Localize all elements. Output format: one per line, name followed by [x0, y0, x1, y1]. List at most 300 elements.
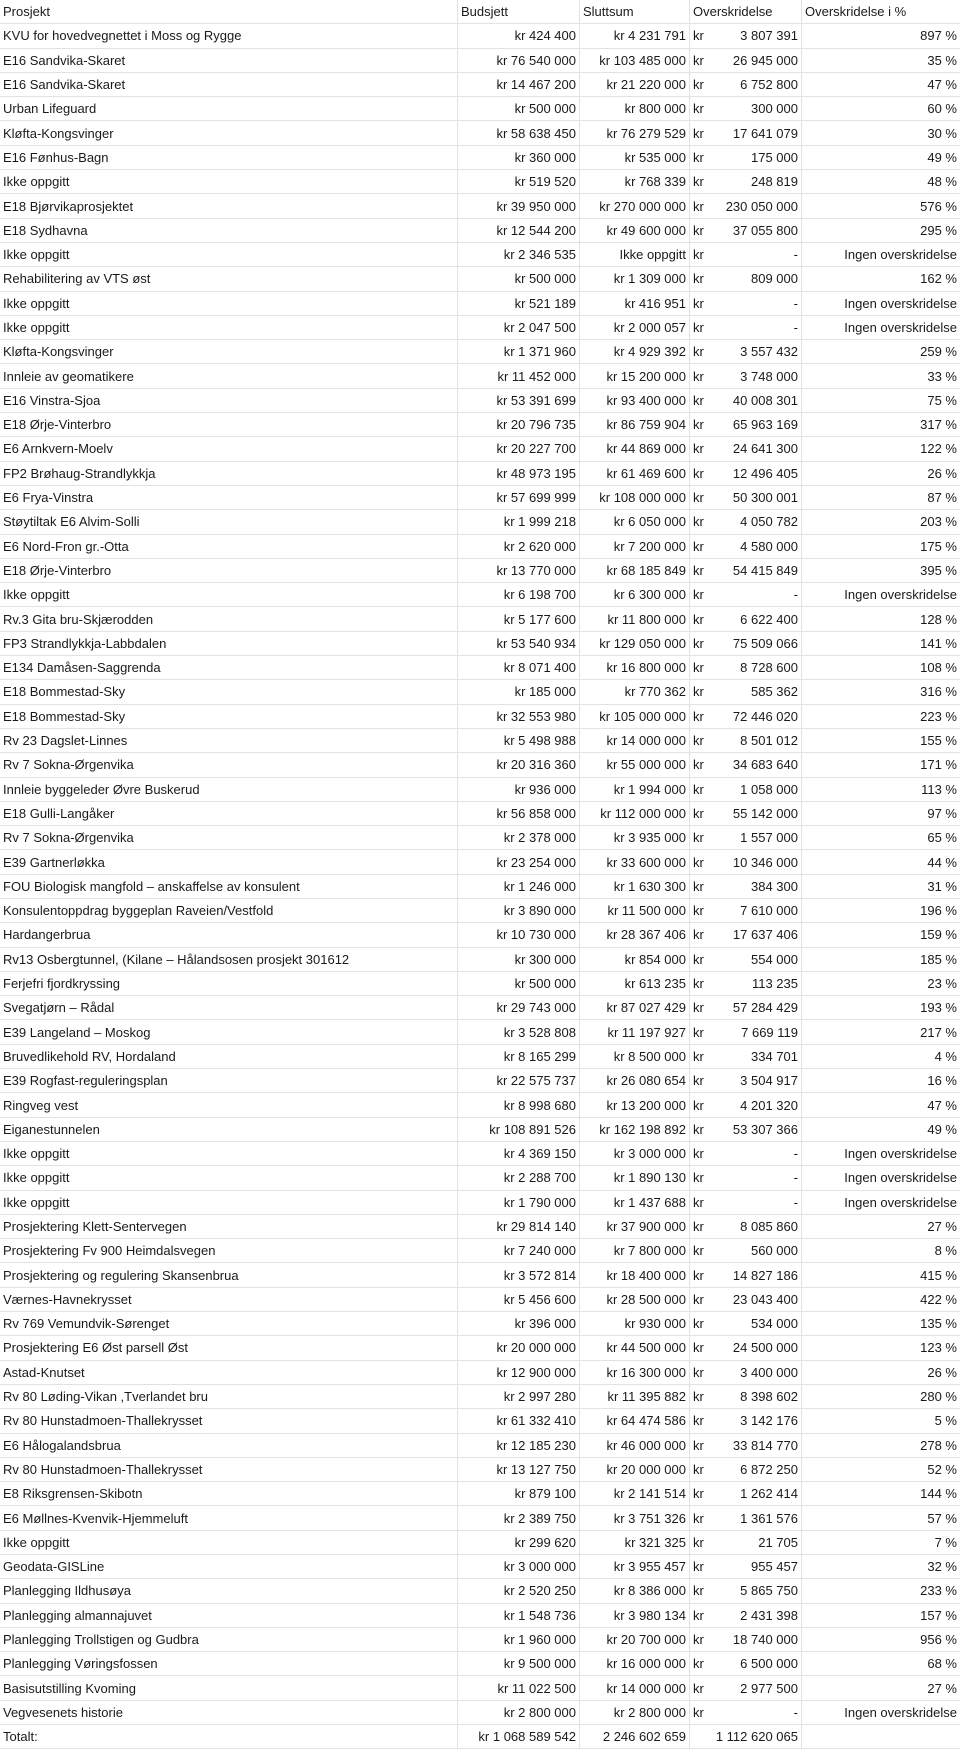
cell-budget[interactable]: kr 53 540 934: [458, 632, 580, 656]
cell-budget[interactable]: kr 521 189: [458, 292, 580, 316]
cell-overrun[interactable]: [690, 1434, 802, 1458]
cell-overrun[interactable]: [690, 1506, 802, 1530]
cell-overrun[interactable]: [690, 267, 802, 291]
cell-budget[interactable]: kr 29 814 140: [458, 1215, 580, 1239]
cell-final[interactable]: kr 68 185 849: [580, 559, 690, 583]
total-pct[interactable]: [802, 1725, 960, 1749]
cell-project[interactable]: FP3 Strandlykkja-Labbdalen: [0, 632, 458, 656]
cell-budget[interactable]: kr 22 575 737: [458, 1069, 580, 1093]
cell-overrun-pct[interactable]: 422 %: [802, 1288, 960, 1312]
cell-budget[interactable]: kr 1 371 960: [458, 340, 580, 364]
cell-final[interactable]: kr 44 500 000: [580, 1336, 690, 1360]
cell-overrun-pct[interactable]: 31 %: [802, 875, 960, 899]
cell-overrun-pct[interactable]: 162 %: [802, 267, 960, 291]
cell-overrun-pct[interactable]: 8 %: [802, 1239, 960, 1263]
cell-overrun-pct[interactable]: 44 %: [802, 850, 960, 874]
cell-overrun-pct[interactable]: 415 %: [802, 1263, 960, 1287]
cell-overrun[interactable]: [690, 656, 802, 680]
cell-final[interactable]: kr 6 050 000: [580, 510, 690, 534]
cell-project[interactable]: Astad-Knutset: [0, 1361, 458, 1385]
cell-overrun-pct[interactable]: 49 %: [802, 1118, 960, 1142]
cell-budget[interactable]: kr 14 467 200: [458, 73, 580, 97]
cell-overrun[interactable]: [690, 292, 802, 316]
cell-overrun[interactable]: [690, 850, 802, 874]
cell-project[interactable]: Planlegging Ildhusøya: [0, 1579, 458, 1603]
cell-project[interactable]: Rv 7 Sokna-Ørgenvika: [0, 826, 458, 850]
cell-final[interactable]: kr 93 400 000: [580, 389, 690, 413]
cell-project[interactable]: E18 Bommestad-Sky: [0, 680, 458, 704]
cell-budget[interactable]: kr 20 796 735: [458, 413, 580, 437]
cell-project[interactable]: Ikke oppgitt: [0, 243, 458, 267]
cell-overrun-pct[interactable]: 97 %: [802, 802, 960, 826]
cell-final[interactable]: kr 16 800 000: [580, 656, 690, 680]
cell-final[interactable]: kr 930 000: [580, 1312, 690, 1336]
cell-overrun[interactable]: [690, 705, 802, 729]
cell-final[interactable]: kr 768 339: [580, 170, 690, 194]
cell-project[interactable]: Ikke oppgitt: [0, 170, 458, 194]
cell-overrun[interactable]: [690, 729, 802, 753]
cell-project[interactable]: Rv 23 Dagslet-Linnes: [0, 729, 458, 753]
cell-overrun[interactable]: [690, 1458, 802, 1482]
cell-project[interactable]: Ikke oppgitt: [0, 1191, 458, 1215]
cell-project[interactable]: E134 Damåsen-Saggrenda: [0, 656, 458, 680]
cell-budget[interactable]: kr 3 572 814: [458, 1263, 580, 1287]
cell-project[interactable]: Rv 7 Sokna-Ørgenvika: [0, 753, 458, 777]
cell-budget[interactable]: kr 1 960 000: [458, 1628, 580, 1652]
cell-project[interactable]: Ikke oppgitt: [0, 1166, 458, 1190]
cell-budget[interactable]: kr 76 540 000: [458, 49, 580, 73]
cell-budget[interactable]: kr 11 022 500: [458, 1676, 580, 1700]
cell-overrun-pct[interactable]: 47 %: [802, 73, 960, 97]
cell-budget[interactable]: kr 2 520 250: [458, 1579, 580, 1603]
cell-budget[interactable]: kr 108 891 526: [458, 1118, 580, 1142]
cell-final[interactable]: kr 11 800 000: [580, 607, 690, 631]
cell-budget[interactable]: kr 32 553 980: [458, 705, 580, 729]
cell-final[interactable]: kr 3 980 134: [580, 1604, 690, 1628]
cell-overrun-pct[interactable]: 113 %: [802, 778, 960, 802]
cell-project[interactable]: Urban Lifeguard: [0, 97, 458, 121]
cell-project[interactable]: Rv.3 Gita bru-Skjærodden: [0, 607, 458, 631]
cell-budget[interactable]: kr 2 378 000: [458, 826, 580, 850]
cell-project[interactable]: Ringveg vest: [0, 1093, 458, 1117]
cell-overrun-pct[interactable]: 30 %: [802, 121, 960, 145]
cell-final[interactable]: kr 11 395 882: [580, 1385, 690, 1409]
cell-final[interactable]: kr 21 220 000: [580, 73, 690, 97]
cell-overrun[interactable]: [690, 316, 802, 340]
cell-overrun[interactable]: [690, 1409, 802, 1433]
cell-final[interactable]: kr 2 141 514: [580, 1482, 690, 1506]
cell-overrun[interactable]: [690, 996, 802, 1020]
cell-project[interactable]: E6 Møllnes-Kvenvik-Hjemmeluft: [0, 1506, 458, 1530]
cell-budget[interactable]: kr 23 254 000: [458, 850, 580, 874]
cell-overrun[interactable]: [690, 97, 802, 121]
cell-project[interactable]: Innleie byggeleder Øvre Buskerud: [0, 778, 458, 802]
cell-budget[interactable]: kr 29 743 000: [458, 996, 580, 1020]
cell-overrun-pct[interactable]: 128 %: [802, 607, 960, 631]
cell-project[interactable]: Ikke oppgitt: [0, 583, 458, 607]
cell-final[interactable]: kr 11 500 000: [580, 899, 690, 923]
cell-budget[interactable]: kr 12 544 200: [458, 219, 580, 243]
cell-overrun-pct[interactable]: 68 %: [802, 1652, 960, 1676]
header-budget[interactable]: Budsjett: [458, 0, 580, 24]
cell-final[interactable]: kr 87 027 429: [580, 996, 690, 1020]
cell-overrun-pct[interactable]: 122 %: [802, 437, 960, 461]
cell-final[interactable]: kr 3 000 000: [580, 1142, 690, 1166]
header-project[interactable]: Prosjekt: [0, 0, 458, 24]
cell-overrun[interactable]: [690, 364, 802, 388]
cell-final[interactable]: kr 37 900 000: [580, 1215, 690, 1239]
cell-overrun-pct[interactable]: 135 %: [802, 1312, 960, 1336]
cell-final[interactable]: kr 1 437 688: [580, 1191, 690, 1215]
cell-budget[interactable]: kr 8 071 400: [458, 656, 580, 680]
cell-project[interactable]: Kløfta-Kongsvinger: [0, 121, 458, 145]
cell-final[interactable]: kr 162 198 892: [580, 1118, 690, 1142]
cell-budget[interactable]: kr 3 528 808: [458, 1020, 580, 1044]
cell-budget[interactable]: kr 500 000: [458, 97, 580, 121]
cell-project[interactable]: E39 Langeland – Moskog: [0, 1020, 458, 1044]
cell-overrun-pct[interactable]: 155 %: [802, 729, 960, 753]
cell-final[interactable]: kr 8 500 000: [580, 1045, 690, 1069]
cell-project[interactable]: Støytiltak E6 Alvim-Solli: [0, 510, 458, 534]
cell-overrun-pct[interactable]: 576 %: [802, 194, 960, 218]
cell-budget[interactable]: kr 2 389 750: [458, 1506, 580, 1530]
cell-overrun[interactable]: [690, 340, 802, 364]
cell-overrun-pct[interactable]: 193 %: [802, 996, 960, 1020]
cell-project[interactable]: Eiganestunnelen: [0, 1118, 458, 1142]
cell-budget[interactable]: kr 58 638 450: [458, 121, 580, 145]
cell-final[interactable]: kr 15 200 000: [580, 364, 690, 388]
cell-final[interactable]: kr 105 000 000: [580, 705, 690, 729]
cell-overrun[interactable]: [690, 1555, 802, 1579]
cell-final[interactable]: kr 44 869 000: [580, 437, 690, 461]
cell-overrun[interactable]: [690, 1701, 802, 1725]
cell-overrun-pct[interactable]: 7 %: [802, 1531, 960, 1555]
cell-overrun[interactable]: [690, 1652, 802, 1676]
cell-overrun[interactable]: [690, 243, 802, 267]
cell-final[interactable]: kr 86 759 904: [580, 413, 690, 437]
cell-overrun[interactable]: [690, 1482, 802, 1506]
cell-final[interactable]: kr 7 200 000: [580, 535, 690, 559]
cell-final[interactable]: kr 33 600 000: [580, 850, 690, 874]
cell-final[interactable]: kr 4 231 791: [580, 24, 690, 48]
cell-project[interactable]: E6 Arnkvern-Moelv: [0, 437, 458, 461]
cell-project[interactable]: Prosjektering Klett-Sentervegen: [0, 1215, 458, 1239]
cell-overrun-pct[interactable]: Ingen overskridelse: [802, 1166, 960, 1190]
cell-final[interactable]: kr 26 080 654: [580, 1069, 690, 1093]
cell-project[interactable]: E18 Gulli-Langåker: [0, 802, 458, 826]
cell-project[interactable]: E6 Nord-Fron gr.-Otta: [0, 535, 458, 559]
cell-overrun-pct[interactable]: 175 %: [802, 535, 960, 559]
cell-overrun-pct[interactable]: Ingen overskridelse: [802, 243, 960, 267]
cell-project[interactable]: FP2 Brøhaug-Strandlykkja: [0, 462, 458, 486]
cell-final[interactable]: kr 7 800 000: [580, 1239, 690, 1263]
cell-project[interactable]: E39 Gartnerløkka: [0, 850, 458, 874]
cell-final[interactable]: kr 14 000 000: [580, 729, 690, 753]
cell-overrun-pct[interactable]: 27 %: [802, 1676, 960, 1700]
cell-project[interactable]: Ikke oppgitt: [0, 316, 458, 340]
cell-overrun[interactable]: [690, 923, 802, 947]
cell-overrun[interactable]: [690, 24, 802, 48]
cell-project[interactable]: Rv13 Osbergtunnel, (Kilane – Hålandsosen prosjekt 301612: [0, 948, 458, 972]
header-final[interactable]: Sluttsum: [580, 0, 690, 24]
cell-budget[interactable]: kr 61 332 410: [458, 1409, 580, 1433]
cell-final[interactable]: Ikke oppgitt: [580, 243, 690, 267]
cell-final[interactable]: kr 1 994 000: [580, 778, 690, 802]
cell-budget[interactable]: kr 519 520: [458, 170, 580, 194]
cell-overrun[interactable]: [690, 1361, 802, 1385]
cell-overrun-pct[interactable]: 141 %: [802, 632, 960, 656]
cell-budget[interactable]: kr 2 997 280: [458, 1385, 580, 1409]
cell-final[interactable]: kr 112 000 000: [580, 802, 690, 826]
cell-overrun-pct[interactable]: 217 %: [802, 1020, 960, 1044]
cell-project[interactable]: Rv 80 Løding-Vikan ,Tverlandet bru: [0, 1385, 458, 1409]
cell-project[interactable]: E39 Rogfast-reguleringsplan: [0, 1069, 458, 1093]
cell-budget[interactable]: kr 20 000 000: [458, 1336, 580, 1360]
cell-overrun[interactable]: [690, 1191, 802, 1215]
cell-overrun-pct[interactable]: 35 %: [802, 49, 960, 73]
cell-budget[interactable]: kr 936 000: [458, 778, 580, 802]
cell-budget[interactable]: kr 13 770 000: [458, 559, 580, 583]
cell-overrun[interactable]: [690, 1531, 802, 1555]
cell-overrun[interactable]: [690, 1288, 802, 1312]
cell-overrun-pct[interactable]: 196 %: [802, 899, 960, 923]
cell-budget[interactable]: kr 8 165 299: [458, 1045, 580, 1069]
cell-overrun-pct[interactable]: 159 %: [802, 923, 960, 947]
total-overrun[interactable]: [690, 1725, 802, 1749]
cell-overrun[interactable]: [690, 1142, 802, 1166]
cell-overrun-pct[interactable]: 157 %: [802, 1604, 960, 1628]
cell-overrun[interactable]: [690, 607, 802, 631]
cell-budget[interactable]: kr 8 998 680: [458, 1093, 580, 1117]
cell-overrun[interactable]: [690, 778, 802, 802]
cell-budget[interactable]: kr 300 000: [458, 948, 580, 972]
cell-final[interactable]: kr 3 935 000: [580, 826, 690, 850]
cell-overrun[interactable]: [690, 1336, 802, 1360]
cell-budget[interactable]: kr 12 185 230: [458, 1434, 580, 1458]
cell-overrun-pct[interactable]: 203 %: [802, 510, 960, 534]
cell-budget[interactable]: kr 20 227 700: [458, 437, 580, 461]
cell-project[interactable]: E6 Hålogalandsbrua: [0, 1434, 458, 1458]
cell-budget[interactable]: kr 2 620 000: [458, 535, 580, 559]
cell-final[interactable]: kr 103 485 000: [580, 49, 690, 73]
cell-overrun[interactable]: [690, 802, 802, 826]
cell-overrun[interactable]: [690, 1579, 802, 1603]
cell-project[interactable]: Ferjefri fjordkryssing: [0, 972, 458, 996]
cell-overrun-pct[interactable]: 185 %: [802, 948, 960, 972]
cell-project[interactable]: Planlegging Vøringsfossen: [0, 1652, 458, 1676]
cell-budget[interactable]: kr 1 246 000: [458, 875, 580, 899]
cell-overrun[interactable]: [690, 170, 802, 194]
cell-project[interactable]: Planlegging Trollstigen og Gudbra: [0, 1628, 458, 1652]
cell-final[interactable]: kr 108 000 000: [580, 486, 690, 510]
cell-overrun-pct[interactable]: 49 %: [802, 146, 960, 170]
cell-budget[interactable]: kr 6 198 700: [458, 583, 580, 607]
cell-final[interactable]: kr 3 955 457: [580, 1555, 690, 1579]
cell-overrun[interactable]: [690, 1166, 802, 1190]
cell-overrun-pct[interactable]: Ingen overskridelse: [802, 292, 960, 316]
cell-overrun-pct[interactable]: 233 %: [802, 1579, 960, 1603]
cell-overrun[interactable]: [690, 1020, 802, 1044]
cell-project[interactable]: Rv 80 Hunstadmoen-Thallekrysset: [0, 1409, 458, 1433]
cell-project[interactable]: Innleie av geomatikere: [0, 364, 458, 388]
cell-overrun[interactable]: [690, 73, 802, 97]
cell-budget[interactable]: kr 424 400: [458, 24, 580, 48]
cell-final[interactable]: kr 800 000: [580, 97, 690, 121]
cell-overrun-pct[interactable]: 75 %: [802, 389, 960, 413]
cell-budget[interactable]: kr 53 391 699: [458, 389, 580, 413]
cell-overrun-pct[interactable]: 23 %: [802, 972, 960, 996]
cell-overrun-pct[interactable]: Ingen overskridelse: [802, 583, 960, 607]
cell-overrun-pct[interactable]: Ingen overskridelse: [802, 1701, 960, 1725]
cell-budget[interactable]: kr 5 498 988: [458, 729, 580, 753]
cell-final[interactable]: kr 321 325: [580, 1531, 690, 1555]
cell-overrun[interactable]: [690, 1385, 802, 1409]
cell-project[interactable]: Prosjektering og regulering Skansenbrua: [0, 1263, 458, 1287]
cell-overrun[interactable]: [690, 437, 802, 461]
cell-overrun[interactable]: [690, 486, 802, 510]
cell-final[interactable]: kr 20 700 000: [580, 1628, 690, 1652]
cell-overrun-pct[interactable]: 144 %: [802, 1482, 960, 1506]
cell-overrun-pct[interactable]: 26 %: [802, 462, 960, 486]
cell-project[interactable]: Prosjektering Fv 900 Heimdalsvegen: [0, 1239, 458, 1263]
cell-final[interactable]: kr 46 000 000: [580, 1434, 690, 1458]
cell-overrun[interactable]: [690, 462, 802, 486]
cell-project[interactable]: E6 Frya-Vinstra: [0, 486, 458, 510]
cell-final[interactable]: kr 6 300 000: [580, 583, 690, 607]
cell-final[interactable]: kr 16 000 000: [580, 1652, 690, 1676]
cell-overrun-pct[interactable]: 295 %: [802, 219, 960, 243]
cell-overrun[interactable]: [690, 1118, 802, 1142]
cell-final[interactable]: kr 1 309 000: [580, 267, 690, 291]
cell-overrun-pct[interactable]: 48 %: [802, 170, 960, 194]
cell-overrun-pct[interactable]: 280 %: [802, 1385, 960, 1409]
cell-project[interactable]: E18 Sydhavna: [0, 219, 458, 243]
cell-final[interactable]: kr 28 500 000: [580, 1288, 690, 1312]
cell-final[interactable]: kr 4 929 392: [580, 340, 690, 364]
cell-final[interactable]: kr 16 300 000: [580, 1361, 690, 1385]
cell-project[interactable]: Rv 769 Vemundvik-Sørenget: [0, 1312, 458, 1336]
cell-overrun[interactable]: [690, 1215, 802, 1239]
cell-budget[interactable]: kr 500 000: [458, 972, 580, 996]
cell-budget[interactable]: kr 4 369 150: [458, 1142, 580, 1166]
total-label[interactable]: Totalt:: [0, 1725, 458, 1749]
cell-final[interactable]: kr 18 400 000: [580, 1263, 690, 1287]
cell-overrun[interactable]: [690, 875, 802, 899]
cell-project[interactable]: E18 Bommestad-Sky: [0, 705, 458, 729]
cell-overrun-pct[interactable]: 57 %: [802, 1506, 960, 1530]
cell-project[interactable]: Konsulentoppdrag byggeplan Raveien/Vestfold: [0, 899, 458, 923]
cell-project[interactable]: FOU Biologisk mangfold – anskaffelse av konsulent: [0, 875, 458, 899]
cell-final[interactable]: kr 20 000 000: [580, 1458, 690, 1482]
cell-final[interactable]: kr 28 367 406: [580, 923, 690, 947]
cell-overrun-pct[interactable]: Ingen overskridelse: [802, 1142, 960, 1166]
cell-overrun-pct[interactable]: 4 %: [802, 1045, 960, 1069]
cell-overrun[interactable]: [690, 146, 802, 170]
cell-final[interactable]: kr 416 951: [580, 292, 690, 316]
cell-project[interactable]: Planlegging almannajuvet: [0, 1604, 458, 1628]
cell-overrun[interactable]: [690, 1093, 802, 1117]
cell-final[interactable]: kr 76 279 529: [580, 121, 690, 145]
cell-final[interactable]: kr 8 386 000: [580, 1579, 690, 1603]
cell-budget[interactable]: kr 13 127 750: [458, 1458, 580, 1482]
cell-overrun[interactable]: [690, 559, 802, 583]
cell-budget[interactable]: kr 1 548 736: [458, 1604, 580, 1628]
cell-project[interactable]: E18 Ørje-Vinterbro: [0, 413, 458, 437]
cell-budget[interactable]: kr 12 900 000: [458, 1361, 580, 1385]
total-final[interactable]: 2 246 602 659: [580, 1725, 690, 1749]
cell-project[interactable]: E16 Sandvika-Skaret: [0, 49, 458, 73]
total-budget[interactable]: kr 1 068 589 542: [458, 1725, 580, 1749]
cell-project[interactable]: Rv 80 Hunstadmoen-Thallekrysset: [0, 1458, 458, 1482]
cell-budget[interactable]: kr 396 000: [458, 1312, 580, 1336]
cell-overrun-pct[interactable]: 27 %: [802, 1215, 960, 1239]
cell-overrun[interactable]: [690, 583, 802, 607]
cell-overrun[interactable]: [690, 389, 802, 413]
cell-overrun[interactable]: [690, 632, 802, 656]
cell-budget[interactable]: kr 11 452 000: [458, 364, 580, 388]
cell-project[interactable]: Ikke oppgitt: [0, 1142, 458, 1166]
cell-overrun[interactable]: [690, 413, 802, 437]
cell-final[interactable]: kr 2 000 057: [580, 316, 690, 340]
cell-budget[interactable]: kr 57 699 999: [458, 486, 580, 510]
cell-project[interactable]: Basisutstilling Kvoming: [0, 1676, 458, 1700]
cell-project[interactable]: KVU for hovedvegnettet i Moss og Rygge: [0, 24, 458, 48]
cell-overrun[interactable]: [690, 1676, 802, 1700]
cell-budget[interactable]: kr 39 950 000: [458, 194, 580, 218]
cell-overrun[interactable]: [690, 219, 802, 243]
cell-overrun-pct[interactable]: 5 %: [802, 1409, 960, 1433]
cell-budget[interactable]: kr 10 730 000: [458, 923, 580, 947]
cell-overrun-pct[interactable]: 87 %: [802, 486, 960, 510]
cell-overrun-pct[interactable]: 123 %: [802, 1336, 960, 1360]
cell-budget[interactable]: kr 2 047 500: [458, 316, 580, 340]
cell-overrun-pct[interactable]: 60 %: [802, 97, 960, 121]
cell-budget[interactable]: kr 1 999 218: [458, 510, 580, 534]
cell-overrun-pct[interactable]: Ingen overskridelse: [802, 316, 960, 340]
cell-budget[interactable]: kr 185 000: [458, 680, 580, 704]
cell-overrun-pct[interactable]: 317 %: [802, 413, 960, 437]
cell-overrun-pct[interactable]: 259 %: [802, 340, 960, 364]
cell-overrun-pct[interactable]: 26 %: [802, 1361, 960, 1385]
cell-final[interactable]: kr 270 000 000: [580, 194, 690, 218]
cell-overrun-pct[interactable]: 65 %: [802, 826, 960, 850]
cell-budget[interactable]: kr 2 288 700: [458, 1166, 580, 1190]
cell-overrun-pct[interactable]: 278 %: [802, 1434, 960, 1458]
cell-project[interactable]: Vegvesenets historie: [0, 1701, 458, 1725]
cell-overrun[interactable]: [690, 1239, 802, 1263]
cell-overrun[interactable]: [690, 680, 802, 704]
cell-budget[interactable]: kr 5 177 600: [458, 607, 580, 631]
cell-budget[interactable]: kr 3 890 000: [458, 899, 580, 923]
cell-overrun[interactable]: [690, 1069, 802, 1093]
cell-budget[interactable]: kr 7 240 000: [458, 1239, 580, 1263]
cell-budget[interactable]: kr 500 000: [458, 267, 580, 291]
cell-overrun[interactable]: [690, 972, 802, 996]
cell-overrun[interactable]: [690, 899, 802, 923]
cell-budget[interactable]: kr 299 620: [458, 1531, 580, 1555]
cell-overrun[interactable]: [690, 1263, 802, 1287]
cell-final[interactable]: kr 55 000 000: [580, 753, 690, 777]
cell-final[interactable]: kr 770 362: [580, 680, 690, 704]
cell-overrun[interactable]: [690, 1628, 802, 1652]
cell-overrun[interactable]: [690, 753, 802, 777]
cell-final[interactable]: kr 13 200 000: [580, 1093, 690, 1117]
header-overrun[interactable]: Overskridelse: [690, 0, 802, 24]
cell-overrun-pct[interactable]: 223 %: [802, 705, 960, 729]
cell-final[interactable]: kr 854 000: [580, 948, 690, 972]
cell-overrun-pct[interactable]: 32 %: [802, 1555, 960, 1579]
cell-overrun-pct[interactable]: 16 %: [802, 1069, 960, 1093]
